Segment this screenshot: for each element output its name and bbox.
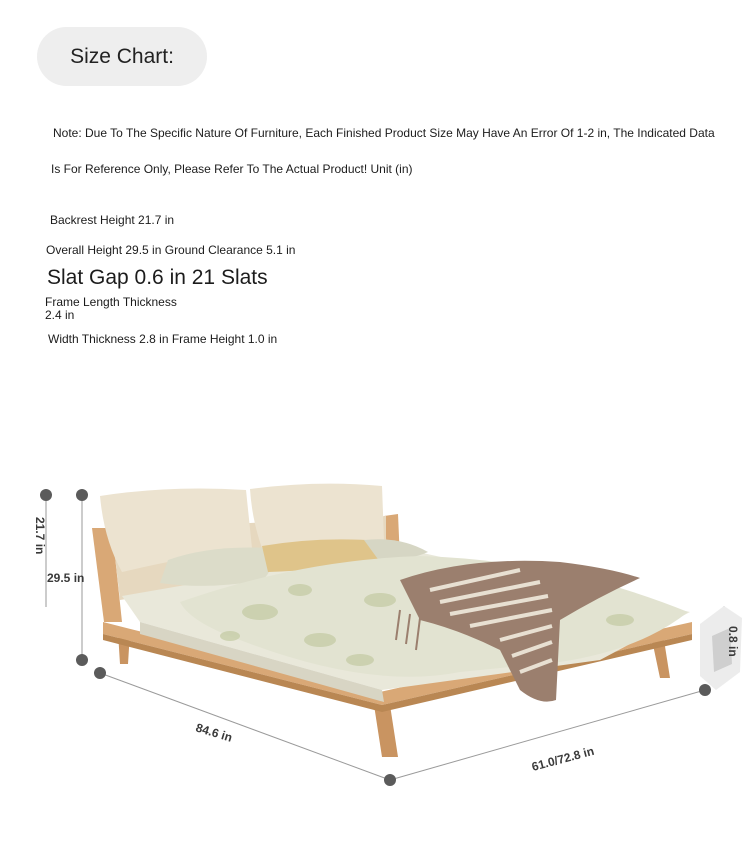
overall-height-spec: Overall Height 29.5 in Ground Clearance 5.1 in [46, 243, 296, 257]
backrest-height-label: 21.7 in [33, 517, 47, 555]
width-thickness-spec: Width Thickness 2.8 in Frame Height 1.0 in [48, 332, 278, 346]
backrest-height-spec: Backrest Height 21.7 in [50, 213, 175, 227]
frame-length-spec-line2: 2.4 in [45, 308, 75, 322]
width-label: 61.0/72.8 in [530, 743, 596, 774]
note-line-2: Is For Reference Only, Please Refer To The Actual Product! Unit (in) [51, 162, 413, 176]
length-label: 84.6 in [194, 720, 234, 745]
note-line-1: Note: Due To The Specific Nature Of Furniture, Each Finished Product Size May Have An Error Of 1-2 in, The Indicated Data [53, 126, 715, 140]
frame-height-label: 0.8 in [726, 626, 740, 657]
overall-height-label: 29.5 in [47, 571, 85, 585]
frame-length-spec-line1: Frame Length Thickness [45, 295, 177, 309]
slat-gap-spec: Slat Gap 0.6 in 21 Slats [47, 266, 268, 289]
size-chart-title: Size Chart: [37, 27, 207, 86]
